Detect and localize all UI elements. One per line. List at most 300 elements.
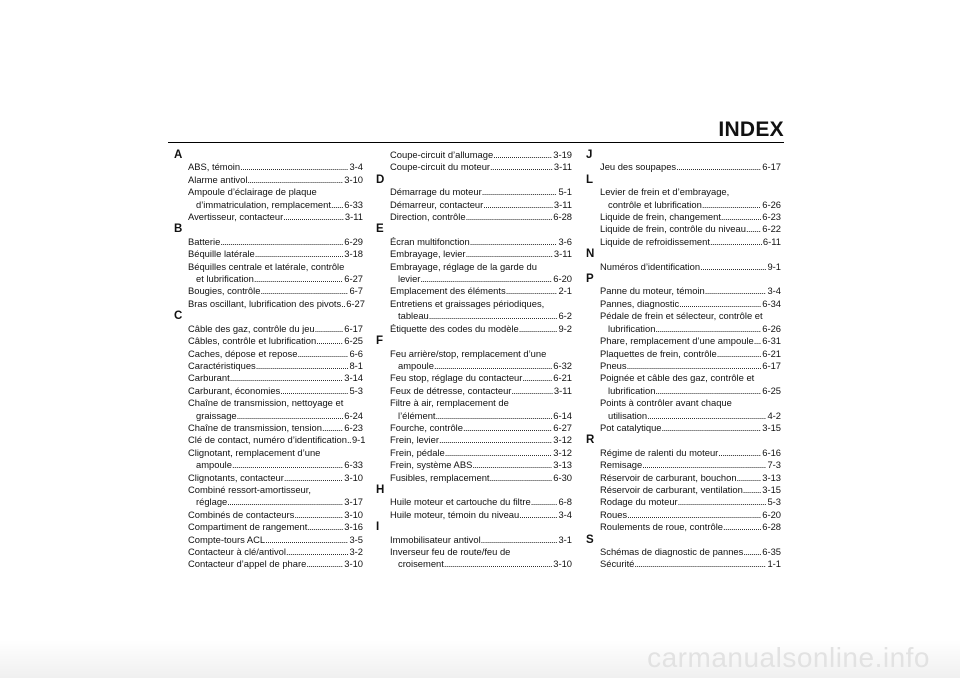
index-entry-label: Batterie [188,235,221,247]
index-entry [178,348,363,360]
index-entry-page: 3-11 [344,211,363,223]
index-entry-continuation [380,273,572,285]
index-entry-label: Bougies, contrôle [188,285,261,297]
index-entry-page: 3-16 [344,521,363,533]
index-entry-page: 6-27 [346,297,365,309]
index-entry-page: 6-31 [762,335,781,347]
index-entry [380,199,572,211]
index-entry-page: 3-4 [767,285,781,297]
index-entry-label: Contacteur d’appel de phare [188,558,307,570]
index-entry [590,558,781,570]
index-column-2 [376,149,572,571]
index-section-letter: I [376,521,380,534]
index-entry-label: Réservoir de carburant, bouchon [600,471,737,483]
index-section-letter: S [586,533,594,546]
index-entry-label: Liquide de frein, changement [600,211,721,223]
index-entry-page: 7-3 [767,459,781,471]
index-entry-page: 3-13 [762,471,781,483]
index-entry-label: ampoule [398,359,434,371]
index-entry [380,434,572,446]
dot-leader [678,496,767,508]
index-entry-page: 6-30 [553,471,572,483]
index-section-letter: J [586,149,593,161]
index-section-letter: F [376,335,384,348]
index-entry-page: 5-3 [767,496,781,508]
dot-leader [444,558,552,570]
dot-leader [466,211,553,223]
index-entry-label: Frein, système ABS [390,459,473,471]
index-entry-page: 3-13 [553,459,572,471]
index-entry [380,496,572,508]
index-entry-page: 3-5 [349,533,363,545]
index-entry-page: 6-17 [762,161,781,173]
index-entry-page: 3-19 [553,149,572,160]
dot-leader [297,348,348,360]
index-entry [178,236,363,248]
index-entry [178,472,363,484]
index-entry [590,422,781,434]
index-entry [178,248,363,260]
dot-leader [232,459,343,471]
dot-leader [434,360,552,372]
index-entry-page: 3-6 [558,235,572,247]
index-entry [178,558,363,570]
dot-leader [315,323,344,335]
index-entry [590,223,781,235]
index-entry [590,348,781,360]
index-entry-heading: Chaîne de transmission, nettoyage et [188,397,344,409]
index-entry [178,323,363,335]
index-entry [590,509,781,521]
index-entry-label: Huile moteur, témoin du niveau [390,508,520,520]
index-entry-page: 6-33 [344,459,363,471]
index-entry-label: Étiquette des codes du modèle [390,322,519,334]
index-section-letter: E [376,223,384,236]
index-entry-label: Démarrage du moteur [390,186,482,198]
index-entry-heading: Feu arrière/stop, remplacement d’une [390,347,547,359]
index-entry-continuation [590,323,781,335]
index-entry-label: Fourche, contrôle [390,421,463,433]
index-entry [178,521,363,533]
index-entry-page: 5-3 [349,384,363,396]
dot-leader [642,459,766,471]
index-entry-label: Carburant, économies [188,384,281,396]
index-entry-page: 6-22 [762,223,781,235]
index-entry [380,447,572,459]
index-section-letter: L [586,173,594,186]
index-entry-label: Clignotants, contacteur [188,471,284,483]
header-rule [168,142,784,143]
index-entry-label: Câbles, contrôle et lubrification [188,335,317,347]
index-entry [380,186,572,198]
index-entry [178,360,363,372]
index-entry-label: Bras oscillant, lubrification des pivots [188,297,342,309]
index-entry-page: 3-10 [553,558,572,570]
index-entry [590,521,781,533]
index-entry-page: 3-11 [553,248,572,260]
dot-leader [429,310,558,322]
index-entry-page: 3-11 [553,384,572,396]
index-entry-heading: Embrayage, réglage de la garde du [390,260,537,272]
index-section-letter: P [586,273,594,286]
index-entry-page: 6-35 [762,546,781,557]
index-entry-label: Coupe-circuit d’allumage [390,149,494,160]
index-entry-label: ampoule [196,459,232,471]
dot-leader [237,410,344,422]
index-entry-page: 3-18 [344,248,363,260]
dot-leader [306,558,343,570]
index-entry-page: 6-17 [762,359,781,371]
index-entry [590,484,781,496]
index-entry-page: 6-24 [344,409,363,421]
index-entry [380,509,572,521]
index-entry [380,534,572,546]
dot-leader [265,534,348,546]
index-entry-page: 3-11 [553,198,572,210]
dot-leader [662,422,762,434]
index-entry [590,298,781,310]
index-entry [178,161,363,173]
dot-leader [227,496,343,508]
dot-leader [294,509,343,521]
index-section-letter: N [586,248,595,261]
index-entry-label: croisement [398,558,444,570]
footer-band [0,640,960,678]
index-entry-page: 6-34 [762,297,781,309]
index-entry-label: Frein, levier [390,434,439,446]
index-entry-label: Remisage [600,459,643,471]
index-entry-label: Feux de détresse, contacteur [390,384,512,396]
index-entry-page: 6-23 [762,211,781,223]
index-entry-label: Panne du moteur, témoin [600,285,705,297]
index-entry-page: 6-20 [553,273,572,285]
index-entry-label: Écran multifonction [390,235,470,247]
index-entry [590,546,781,558]
dot-leader [254,273,343,285]
index-entry-page: 3-10 [344,558,363,570]
index-entry-page: 6-25 [344,335,363,347]
index-entry-continuation [178,199,363,211]
index-section-letter: H [376,483,385,496]
index-entry-heading: Inverseur feu de route/feu de [390,546,511,557]
index-entry-label: Réservoir de carburant, ventilation [600,483,743,495]
index-entry [380,472,572,484]
index-entry [380,385,572,397]
index-entry [380,248,572,260]
index-entry-label: contrôle et lubrification [608,198,702,210]
dot-leader [647,410,766,422]
index-entry-heading: Points à contrôler avant chaque [600,397,732,409]
dot-leader [519,509,557,521]
index-entry-page: 6-27 [344,273,363,285]
index-entry-label: d’immatriculation, remplacement [196,198,331,210]
index-section-letter: A [174,149,183,161]
dot-leader [439,434,552,446]
index-entry-page: 6-21 [762,347,781,359]
dot-leader [627,509,761,521]
index-entry [178,534,363,546]
index-entry-page: 9-1 [767,260,781,272]
dot-leader [331,199,343,211]
index-entry-page: 6-16 [762,446,781,458]
dot-leader [307,521,343,533]
dot-leader [470,236,558,248]
index-entry-heading: Ampoule d’éclairage de plaque [188,186,317,198]
index-entry-page: 6-28 [762,521,781,533]
dot-leader [436,410,553,422]
index-entry-label: Béquille latérale [188,248,255,260]
index-entry-label: tableau [398,310,429,322]
index-entry-label: Compte-tours ACL [188,533,266,545]
index-entry-label: Régime de ralenti du moteur [600,446,719,458]
index-entry-label: Caches, dépose et repose [188,347,298,359]
index-entry-page: 4-2 [767,409,781,421]
index-entry-label: utilisation [608,409,648,421]
index-entry-page: 3-11 [553,161,572,173]
index-entry-label: Carburant [188,372,230,384]
index-entry-page: 6-28 [553,211,572,223]
index-entry-label: Schémas de diagnostic de pannes [600,546,744,557]
dot-leader [627,360,762,372]
index-entry-heading: Poignée et câble des gaz, contrôle et [600,372,755,384]
dot-leader [286,546,348,558]
index-entry-page: 6-6 [349,347,363,359]
index-entry-continuation [380,310,572,322]
index-entry-page: 3-14 [344,372,363,384]
index-entry-page: 3-4 [349,161,363,173]
index-entry-page: 2-1 [558,285,572,297]
index-entry-page: 6-25 [762,384,781,396]
index-entry [590,447,781,459]
index-entry-page: 6-7 [349,285,363,297]
index-entry-label: Fusibles, remplacement [390,471,490,483]
index-entry [590,496,781,508]
index-entry-page: 3-10 [344,508,363,520]
index-entry-page: 6-26 [762,322,781,334]
index-entry-label: Coupe-circuit du moteur [390,161,491,173]
index-entry-page: 6-21 [553,372,572,384]
dot-leader [260,285,348,297]
index-entry-heading: Clignotant, remplacement d’une [188,446,321,458]
index-entry [380,422,572,434]
index-entry-page: 3-4 [558,508,572,520]
index-entry-label: Pot catalytique [600,421,662,433]
index-entry-page: 6-2 [558,310,572,322]
index-entry-page: 3-15 [762,421,781,433]
index-entry-continuation [590,199,781,211]
index-section-letter: R [586,434,595,447]
index-entry-label: lubrification [608,322,656,334]
dot-leader [723,521,761,533]
index-entry [178,174,363,186]
index-entry-page: 6-23 [344,421,363,433]
index-entry [178,211,363,223]
index-entry-page: 3-1 [558,533,572,545]
index-entry [380,285,572,297]
watermark-text: carmanualsonline.info [647,642,930,673]
dot-leader [531,496,558,508]
index-entry-label: Roues [600,508,628,520]
index-entry [178,422,363,434]
index-entry-page: 9-1 [351,434,366,446]
index-entry [380,149,572,161]
dot-leader [256,360,349,372]
dot-leader [284,472,343,484]
index-entry [590,472,781,484]
index-column-3 [586,149,781,571]
index-entry-continuation [590,385,781,397]
dot-leader [482,186,558,198]
index-entry-label: Compartiment de rangement [188,521,308,533]
index-entry-label: réglage [196,496,228,508]
dot-leader [743,546,761,558]
index-entry-page: 1-1 [767,558,781,570]
dot-leader [230,372,344,384]
index-entry-label: Plaquettes de frein, contrôle [600,347,717,359]
index-entry [590,360,781,372]
dot-leader [746,223,761,235]
index-entry-label: Immobilisateur antivol [390,533,481,545]
dot-leader [483,199,553,211]
dot-leader [506,285,558,297]
index-entry-label: Contacteur à clé/antivol [188,546,286,557]
index-entry [380,161,572,173]
dot-leader [511,385,553,397]
dot-leader [655,323,761,335]
index-entry-label: Huile moteur et cartouche du filtre [390,496,531,508]
index-entry-label: Jeu des soupapes [600,161,677,173]
dot-leader [420,273,552,285]
dot-leader [702,199,761,211]
dot-leader [472,459,552,471]
index-entry-label: Pneus [600,359,627,371]
index-entry-label: levier [398,273,421,285]
dot-leader [490,161,553,173]
dot-leader [445,447,553,459]
index-entry-page: 6-33 [344,198,363,210]
dot-leader [754,335,761,347]
index-entry-label: Démarreur, contacteur [390,198,484,210]
index-entry [590,161,781,173]
index-entry [178,546,363,558]
index-entry [178,335,363,347]
index-entry-page: 3-15 [762,483,781,495]
index-entry-label: Frein, pédale [390,446,445,458]
dot-leader [743,484,761,496]
dot-leader [481,534,558,546]
dot-leader [322,422,343,434]
index-entry-continuation [380,558,572,570]
dot-leader [710,236,762,248]
dot-leader [700,261,766,273]
index-entry-label: Combinés de contacteurs [188,508,295,520]
dot-leader [316,335,343,347]
index-entry-label: et lubrification [196,273,254,285]
index-entry [380,323,572,335]
index-entry-page: 6-11 [762,235,781,247]
index-entry-page: 3-10 [344,173,363,185]
dot-leader [721,211,761,223]
dot-leader [717,348,761,360]
index-entry [590,285,781,297]
index-entry-page: 3-12 [553,446,572,458]
index-column-1 [174,149,366,571]
index-section-letter: B [174,223,183,236]
index-entry [178,285,363,297]
page-header [168,119,784,143]
dot-leader [679,298,761,310]
index-entry-page: 5-1 [558,186,572,198]
index-entry-page: 6-32 [553,359,572,371]
index-entry-continuation [178,459,363,471]
index-entry [590,236,781,248]
index-section-letter: C [174,310,183,323]
index-entry-continuation [178,273,363,285]
index-entry-label: Chaîne de transmission, tension [188,421,322,433]
index-entry-continuation [380,410,572,422]
index-entry [380,459,572,471]
index-entry [178,434,366,446]
dot-leader [737,472,762,484]
dot-leader [634,558,766,570]
index-entry-heading: Combiné ressort-amortisseur, [188,483,311,495]
index-entry [380,211,572,223]
index-entry-continuation [178,410,363,422]
index-entry [380,236,572,248]
index-entry-label: Liquide de frein, contrôle du niveau [600,223,746,235]
index-entry [178,372,363,384]
index-entry [590,261,781,273]
dot-leader [493,149,552,161]
index-entry-heading: Pédale de frein et sélecteur, contrôle et [600,310,763,322]
index-entry-label: Embrayage, levier [390,248,466,260]
index-entry-heading: Entretiens et graissages périodiques, [390,297,545,309]
index-entry-page: 6-27 [553,421,572,433]
index-entry-page: 6-26 [762,198,781,210]
index-entry [178,509,363,521]
dot-leader [676,161,761,173]
index-entry [590,459,781,471]
index-entry [590,335,781,347]
index-entry-label: Câble des gaz, contrôle du jeu [188,322,315,334]
index-entry-label: Feu stop, réglage du contacteur [390,372,523,384]
index-entry-label: graissage [196,409,237,421]
index-entry-label: Liquide de refroidissement [600,235,710,247]
index-entry [590,211,781,223]
dot-leader [718,447,761,459]
index-entry-heading: Filtre à air, remplacement de [390,397,509,409]
dot-leader [240,161,348,173]
dot-leader [490,472,553,484]
index-entry-label: Emplacement des éléments [390,285,506,297]
index-entry-page: 6-14 [553,409,572,421]
dot-leader [280,385,348,397]
index-entry-label: Caractéristiques [188,359,256,371]
index-entry-continuation [178,496,363,508]
index-entry-page: 3-2 [349,546,363,557]
index-entry [178,298,363,310]
dot-leader [519,323,558,335]
index-entry-label: Phare, remplacement d’une ampoule [600,335,754,347]
dot-leader [283,211,344,223]
index-entry-page: 6-8 [558,496,572,508]
page-title: INDEX [718,118,784,141]
dot-leader [705,285,767,297]
index-entry-label: ABS, témoin [188,161,241,173]
index-entry-label: Rodage du moteur [600,496,678,508]
index-entry-label: Direction, contrôle [390,211,466,223]
index-entry-page: 6-29 [344,235,363,247]
